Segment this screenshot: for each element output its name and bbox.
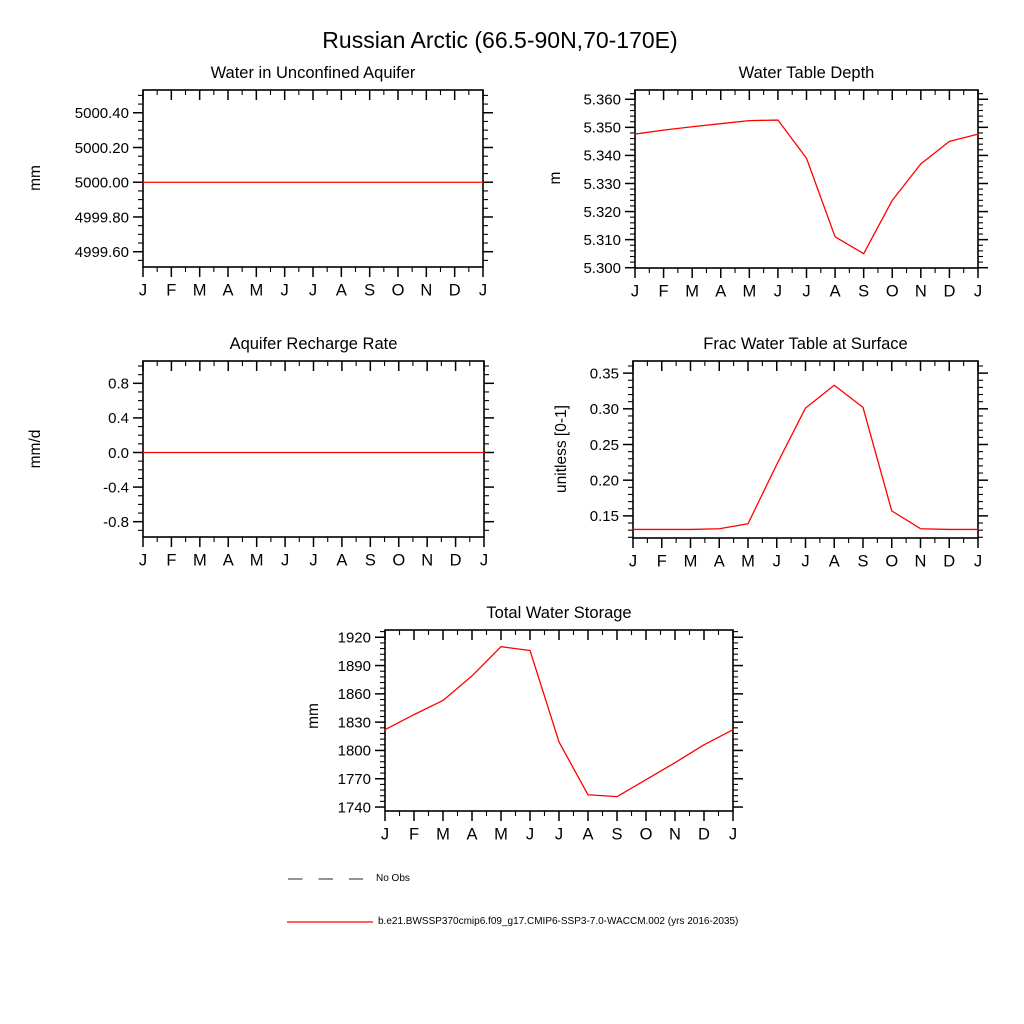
svg-text:5.300: 5.300 xyxy=(583,260,621,278)
svg-text:J: J xyxy=(280,281,289,300)
chart-title-water-table-depth: Water Table Depth xyxy=(738,64,875,82)
svg-text:J: J xyxy=(554,825,564,844)
svg-text:M: M xyxy=(192,551,207,570)
svg-text:4999.60: 4999.60 xyxy=(74,244,129,262)
svg-text:J: J xyxy=(773,282,783,301)
chart-title-water-in-unconfined-aquifer: Water in Unconfined Aquifer xyxy=(210,64,416,82)
svg-text:M: M xyxy=(436,825,450,844)
svg-text:N: N xyxy=(914,552,927,571)
svg-text:D: D xyxy=(943,282,956,301)
svg-text:4999.80: 4999.80 xyxy=(74,209,129,227)
y-axis-label-water-in-unconfined-aquifer: mm xyxy=(27,165,44,191)
svg-text:J: J xyxy=(630,282,640,301)
svg-text:5000.00: 5000.00 xyxy=(74,174,129,192)
svg-text:M: M xyxy=(249,281,264,300)
y-axis-label-frac-water-table-at-surface: unitless [0-1] xyxy=(553,405,570,493)
svg-text:D: D xyxy=(698,825,710,844)
page-title: Russian Arctic (66.5-90N,70-170E) xyxy=(322,27,678,53)
svg-text:J: J xyxy=(973,552,983,571)
legend-item-model-run xyxy=(287,916,738,928)
svg-text:A: A xyxy=(582,825,594,844)
svg-text:J: J xyxy=(525,825,535,844)
chart-aquifer-recharge-rate xyxy=(103,361,494,570)
svg-text:M: M xyxy=(741,552,755,571)
svg-text:A: A xyxy=(222,551,234,570)
series-line-water-table-depth xyxy=(635,120,978,254)
svg-text:S: S xyxy=(857,552,869,571)
svg-text:5.360: 5.360 xyxy=(583,91,621,109)
svg-text:J: J xyxy=(478,281,488,300)
svg-text:5000.20: 5000.20 xyxy=(74,139,129,157)
svg-text:S: S xyxy=(611,825,623,844)
svg-text:A: A xyxy=(829,282,841,301)
svg-text:O: O xyxy=(391,281,405,300)
svg-text:0.0: 0.0 xyxy=(108,444,129,462)
chart-title-frac-water-table-at-surface: Frac Water Table at Surface xyxy=(703,335,908,353)
svg-text:D: D xyxy=(448,281,461,300)
svg-text:A: A xyxy=(335,281,347,300)
svg-text:0.15: 0.15 xyxy=(589,508,619,526)
svg-text:-0.8: -0.8 xyxy=(103,513,129,531)
svg-text:N: N xyxy=(669,825,681,844)
y-axis-label-water-table-depth: m xyxy=(547,171,564,185)
svg-text:0.4: 0.4 xyxy=(108,410,129,428)
svg-text:J: J xyxy=(801,552,810,571)
svg-text:A: A xyxy=(336,551,348,570)
chart-water-table-depth xyxy=(583,90,988,301)
svg-text:J: J xyxy=(309,551,318,570)
svg-text:5000.40: 5000.40 xyxy=(74,105,129,123)
svg-text:F: F xyxy=(166,281,177,300)
svg-text:M: M xyxy=(249,551,264,570)
svg-text:1920: 1920 xyxy=(337,629,371,647)
svg-text:J: J xyxy=(479,551,489,570)
svg-text:0.25: 0.25 xyxy=(589,436,619,454)
svg-text:A: A xyxy=(715,282,727,301)
svg-text:O: O xyxy=(639,825,653,844)
svg-text:A: A xyxy=(466,825,478,844)
svg-text:J: J xyxy=(138,281,148,300)
svg-text:1890: 1890 xyxy=(337,657,371,675)
svg-text:M: M xyxy=(192,281,207,300)
svg-text:F: F xyxy=(166,551,177,570)
series-line-total-water-storage xyxy=(385,647,733,797)
svg-text:S: S xyxy=(364,281,376,300)
model-line-sample xyxy=(287,916,373,928)
svg-text:1740: 1740 xyxy=(337,799,371,817)
svg-text:1770: 1770 xyxy=(337,771,371,789)
svg-text:J: J xyxy=(138,551,148,570)
svg-text:5.330: 5.330 xyxy=(583,175,621,193)
svg-text:O: O xyxy=(885,552,899,571)
chart-total-water-storage xyxy=(338,630,743,844)
svg-text:0.30: 0.30 xyxy=(589,401,619,419)
svg-text:5.350: 5.350 xyxy=(583,119,621,137)
svg-text:N: N xyxy=(421,551,434,570)
svg-text:A: A xyxy=(222,281,234,300)
chart-water-in-unconfined-aquifer xyxy=(75,90,493,300)
svg-text:J: J xyxy=(772,552,781,571)
legend-label-model-run: b.e21.BWSSP370cmip6.f09_g17.CMIP6-SSP3-7.0-WACCM.002 (yrs 2016-2035) xyxy=(378,916,739,927)
legend-item-no-obs xyxy=(287,873,410,885)
svg-text:M: M xyxy=(494,825,508,844)
svg-text:J: J xyxy=(380,825,390,844)
chart-title-total-water-storage: Total Water Storage xyxy=(486,604,632,622)
svg-text:F: F xyxy=(408,825,420,844)
chart-frac-water-table-at-surface xyxy=(590,361,988,571)
svg-text:F: F xyxy=(658,282,669,301)
legend-label-no-obs: No Obs xyxy=(376,873,410,884)
svg-text:J: J xyxy=(308,281,318,300)
svg-text:J: J xyxy=(280,551,290,570)
svg-text:M: M xyxy=(683,552,698,571)
svg-text:J: J xyxy=(802,282,811,301)
svg-text:F: F xyxy=(656,552,667,571)
svg-text:S: S xyxy=(364,551,376,570)
svg-text:5.320: 5.320 xyxy=(583,203,621,221)
svg-text:S: S xyxy=(858,282,870,301)
svg-text:A: A xyxy=(828,552,840,571)
svg-text:J: J xyxy=(728,825,738,844)
svg-text:5.340: 5.340 xyxy=(583,147,621,165)
svg-text:0.35: 0.35 xyxy=(589,365,619,383)
svg-text:1860: 1860 xyxy=(337,686,371,704)
svg-text:J: J xyxy=(628,552,638,571)
y-axis-label-aquifer-recharge-rate: mm/d xyxy=(27,429,44,469)
svg-text:M: M xyxy=(742,282,757,301)
svg-text:0.20: 0.20 xyxy=(589,472,619,490)
svg-text:D: D xyxy=(943,552,956,571)
svg-text:5.310: 5.310 xyxy=(583,231,621,249)
svg-text:O: O xyxy=(392,551,406,570)
svg-text:A: A xyxy=(713,552,725,571)
svg-text:D: D xyxy=(449,551,462,570)
svg-text:M: M xyxy=(685,282,700,301)
svg-text:N: N xyxy=(914,282,927,301)
y-axis-label-total-water-storage: mm xyxy=(305,703,322,729)
svg-text:N: N xyxy=(420,281,433,300)
svg-text:1800: 1800 xyxy=(337,742,371,760)
chart-title-aquifer-recharge-rate: Aquifer Recharge Rate xyxy=(229,335,398,353)
no-obs-line-sample xyxy=(287,873,363,885)
svg-text:J: J xyxy=(973,282,983,301)
svg-text:0.8: 0.8 xyxy=(108,375,129,393)
svg-text:1830: 1830 xyxy=(337,714,371,732)
series-line-frac-water-table-at-surface xyxy=(633,385,978,529)
svg-text:O: O xyxy=(885,282,899,301)
svg-text:-0.4: -0.4 xyxy=(103,479,129,497)
